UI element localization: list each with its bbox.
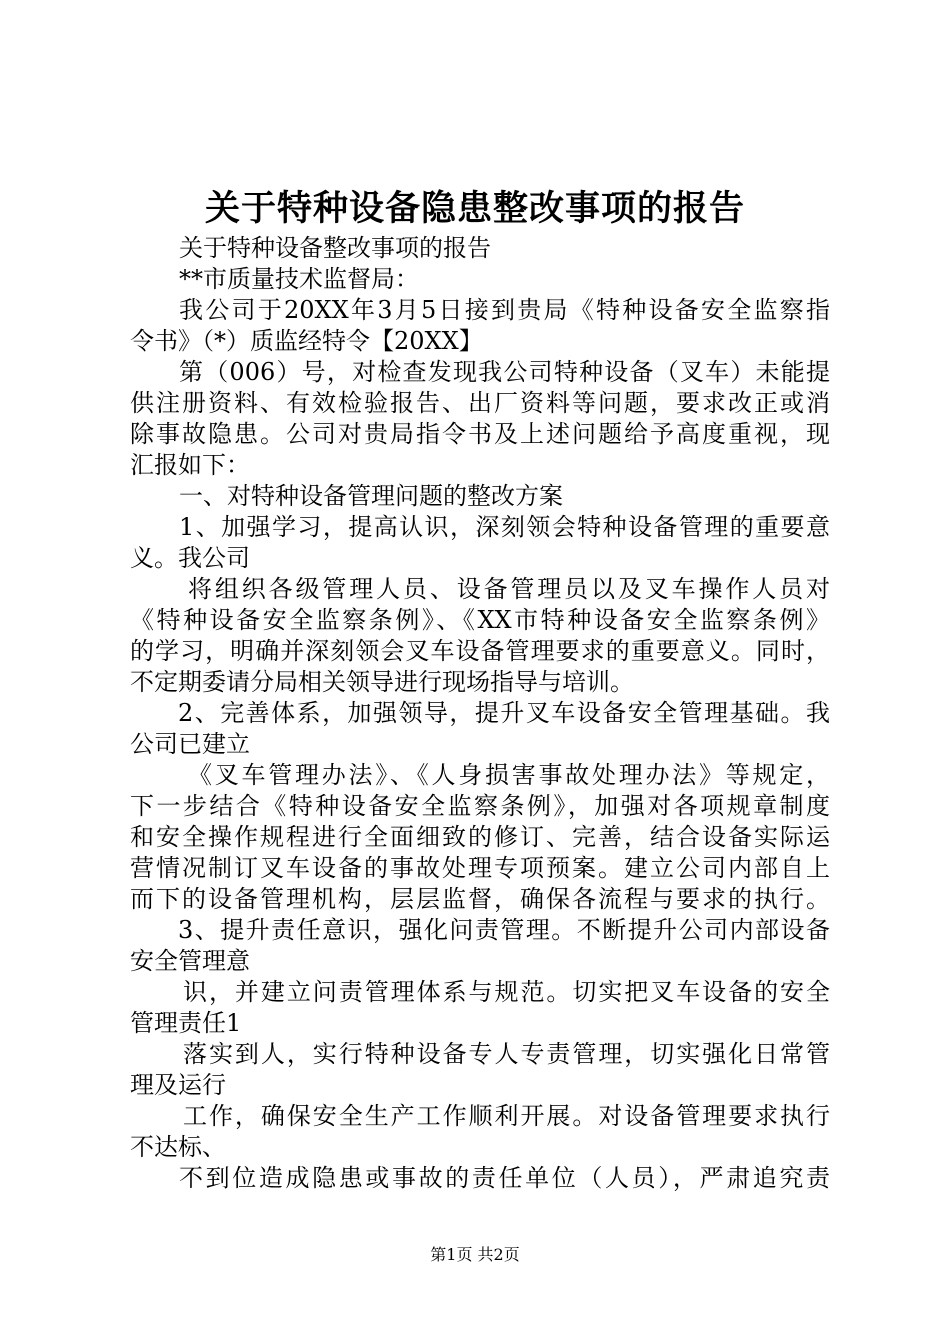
page-footer: 第1页 共2页 bbox=[430, 1245, 520, 1264]
body-line: 不定期委请分局相关领导进行现场指导与培训。 bbox=[130, 668, 634, 696]
body-line: 我公司于20XX年3月5日接到贵局《特种设备安全监察指 bbox=[179, 296, 830, 324]
body-line: 下一步结合《特种设备安全监察条例》，加强对各项规章制度 bbox=[130, 792, 830, 820]
document-body bbox=[130, 233, 830, 1194]
body-line: 《特种设备安全监察条例》、《XX市特种设备安全监察条例》 bbox=[130, 606, 830, 634]
body-line: 汇报如下： bbox=[130, 451, 250, 479]
body-line: 不达标、 bbox=[130, 1133, 226, 1161]
body-line: 理及运行 bbox=[130, 1071, 226, 1099]
body-line: 的学习，明确并深刻领会叉车设备管理要求的重要意义。同时， bbox=[130, 637, 830, 665]
body-line: 义。我公司 bbox=[130, 544, 250, 572]
body-line: **市质量技术监督局： bbox=[179, 265, 419, 293]
body-line: 令书》（*）质监经特令【20XX】 bbox=[130, 327, 483, 355]
body-line: 2、完善体系，加强领导，提升叉车设备安全管理基础。我 bbox=[178, 699, 830, 727]
body-line: 管理责任1 bbox=[130, 1009, 242, 1037]
body-line: 营情况制订叉车设备的事故处理专项预案。建立公司内部自上 bbox=[130, 854, 830, 882]
body-line: 3、提升责任意识，强化问责管理。不断提升公司内部设备 bbox=[178, 916, 830, 944]
body-line: 公司已建立 bbox=[130, 730, 250, 758]
body-line: 落实到人，实行特种设备专人专责管理，切实强化日常管 bbox=[183, 1040, 830, 1068]
body-line: 一、对特种设备管理问题的整改方案 bbox=[179, 482, 563, 510]
body-line: 将组织各级管理人员、设备管理员以及叉车操作人员对 bbox=[188, 575, 830, 603]
body-line: 关于特种设备整改事项的报告 bbox=[179, 234, 491, 262]
body-line: 不到位造成隐患或事故的责任单位（人员），严肃追究责 bbox=[179, 1164, 830, 1192]
body-line: 和安全操作规程进行全面细致的修订、完善，结合设备实际运 bbox=[130, 823, 830, 851]
body-line: 除事故隐患。公司对贵局指令书及上述问题给予高度重视，现 bbox=[130, 420, 830, 448]
body-line: 而下的设备管理机构，层层监督，确保各流程与要求的执行。 bbox=[130, 885, 830, 913]
document-title: 关于特种设备隐患整改事项的报告 bbox=[204, 188, 745, 229]
body-line: 安全管理意 bbox=[130, 947, 250, 975]
body-line: 《叉车管理办法》、《人身损害事故处理办法》等规定， bbox=[188, 761, 830, 789]
body-line: 供注册资料、有效检验报告、出厂资料等问题，要求改正或消 bbox=[130, 389, 830, 417]
body-line: 1、加强学习，提高认识，深刻领会特种设备管理的重要意 bbox=[179, 513, 830, 541]
body-line: 第（006）号，对检查发现我公司特种设备（叉车）未能提 bbox=[179, 358, 830, 386]
body-line: 识，并建立问责管理体系与规范。切实把叉车设备的安全 bbox=[183, 978, 830, 1006]
body-line: 工作，确保安全生产工作顺利开展。对设备管理要求执行 bbox=[183, 1102, 830, 1130]
